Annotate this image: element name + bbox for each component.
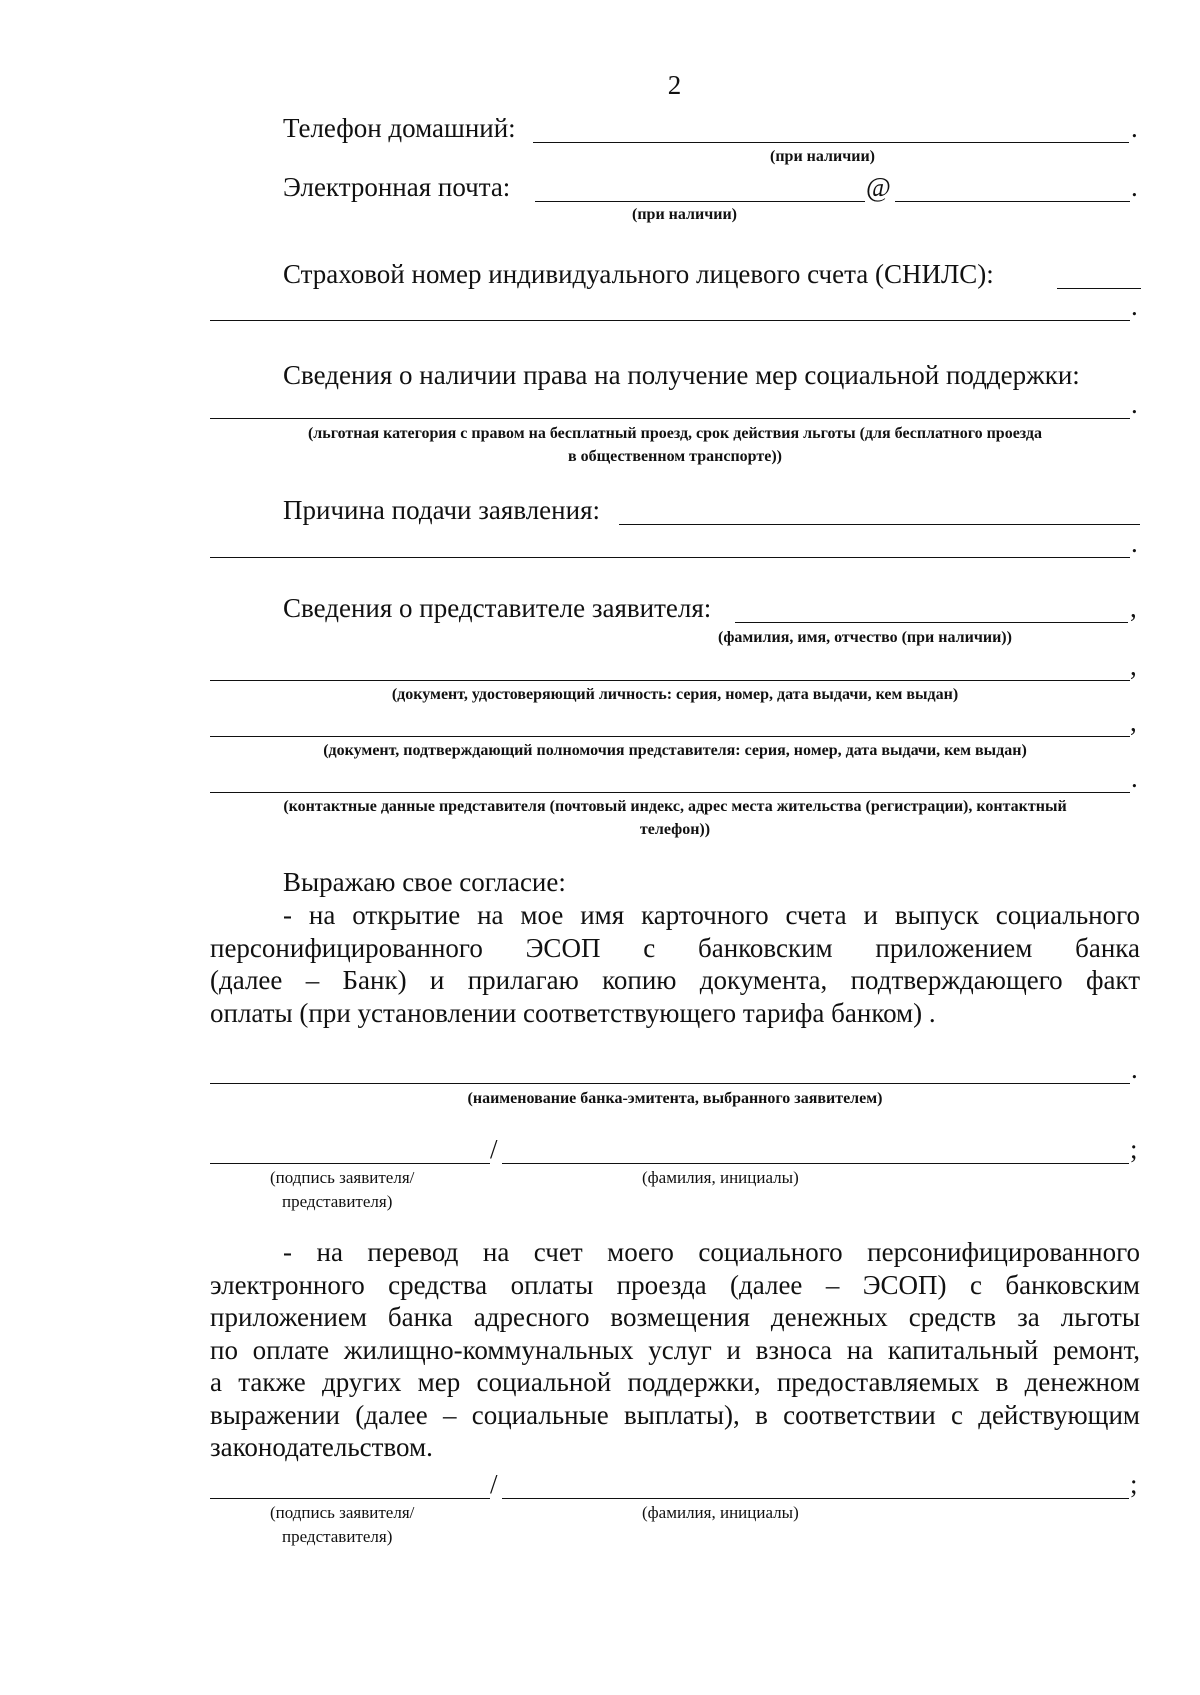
consent-item-1-line: персонифицированного ЭСОП с банковским приложением банка	[210, 932, 1140, 963]
phone-caption: (при наличии)	[770, 148, 876, 165]
phone-label: Телефон домашний:	[283, 113, 516, 143]
consent-item-2-line: приложением банка адресного возмещения денежных средств за льготы	[210, 1302, 1140, 1332]
consent-item-2-line: выражении (далее – социальные выплаты), в соответствии с действующим	[210, 1399, 1140, 1430]
representative-id-doc-field-line[interactable]	[210, 680, 1130, 681]
signature-1-caption-line-1: (подпись заявителя/	[270, 1168, 415, 1187]
name-initials-2-caption: (фамилия, инициалы)	[642, 1503, 799, 1522]
page-number: 2	[667, 70, 682, 100]
name-initials-1-caption: (фамилия, инициалы)	[642, 1168, 799, 1187]
representative-contacts-caption-1: (контактные данные представителя (почтовый индекс, адрес места жительства (регистрации), контактный	[283, 798, 1067, 815]
snils-period: .	[1131, 291, 1138, 321]
consent-item-2-line: по оплате жилищно-коммунальных услуг и взноса на капитальный ремонт,	[210, 1334, 1140, 1365]
email-label: Электронная почта:	[283, 172, 511, 202]
representative-label: Сведения о представителе заявителя:	[283, 593, 712, 623]
representative-id-doc-comma: ,	[1130, 651, 1137, 681]
signature-1-semicolon: ;	[1130, 1134, 1138, 1164]
bank-name-caption: (наименование банка-эмитента, выбранного заявителем)	[467, 1090, 883, 1107]
consent-item-2-line: электронного средства оплаты проезда (далее – ЭСОП) с банковским	[210, 1269, 1140, 1300]
signature-2-caption-line-1: (подпись заявителя/	[270, 1503, 415, 1522]
reason-label: Причина подачи заявления:	[283, 495, 600, 525]
consent-item-2	[210, 1236, 1140, 1464]
email-domain-field-line[interactable]	[895, 201, 1130, 202]
snils-field-line-1[interactable]	[1057, 288, 1141, 289]
benefits-field-line[interactable]	[210, 418, 1130, 419]
consent-item-1-line: - на открытие на мое имя карточного счета и выпуск социального	[283, 900, 1140, 930]
signature-2-slash: /	[490, 1469, 498, 1499]
representative-name-caption: (фамилия, имя, отчество (при наличии))	[718, 629, 1012, 646]
benefits-caption-2: в общественном транспорте))	[568, 448, 782, 465]
email-period: .	[1131, 172, 1138, 202]
consent-item-2-line: а также других мер социальной поддержки, предоставляемых в денежном	[210, 1367, 1140, 1397]
representative-contacts-field-line[interactable]	[210, 792, 1130, 793]
representative-contacts-caption-2: телефон))	[639, 821, 711, 838]
signature-2-semicolon: ;	[1130, 1469, 1138, 1499]
phone-field-line[interactable]	[533, 142, 1129, 143]
representative-name-comma: ,	[1130, 593, 1137, 623]
benefits-period: .	[1131, 389, 1138, 419]
consent-item-2-line: законодательством.	[210, 1432, 433, 1462]
email-caption: (при наличии)	[632, 206, 738, 223]
representative-authority-doc-comma: ,	[1130, 707, 1137, 737]
representative-authority-doc-field-line[interactable]	[210, 736, 1130, 737]
email-local-field-line[interactable]	[535, 201, 865, 202]
name-initials-1-field-line[interactable]	[502, 1163, 1129, 1164]
reason-period: .	[1131, 528, 1138, 558]
snils-label: Страховой номер индивидуального лицевого счета (СНИЛС):	[283, 259, 994, 289]
signature-1-caption-line-2: представителя)	[282, 1192, 393, 1211]
consent-item-2-line: - на перевод на счет моего социального персонифицированного	[283, 1237, 1140, 1267]
representative-contacts-period: .	[1131, 763, 1138, 793]
consent-item-1	[210, 899, 1140, 1029]
phone-period: .	[1131, 113, 1138, 143]
bank-name-field-line[interactable]	[210, 1083, 1130, 1084]
benefits-label: Сведения о наличии права на получение мер социальной поддержки:	[283, 360, 1080, 390]
representative-authority-doc-caption: (документ, подтверждающий полномочия представителя: серия, номер, дата выдачи, кем выдан)	[323, 742, 1027, 759]
email-at-sign: @	[866, 172, 891, 202]
snils-field-line-2[interactable]	[210, 320, 1130, 321]
reason-field-line-1[interactable]	[619, 524, 1140, 525]
signature-1-slash: /	[490, 1134, 498, 1164]
signature-1-field-line[interactable]	[210, 1163, 490, 1164]
signature-2-caption-line-2: представителя)	[282, 1527, 393, 1546]
signature-2-field-line[interactable]	[210, 1498, 490, 1499]
bank-name-period: .	[1131, 1054, 1138, 1084]
consent-heading: Выражаю свое согласие:	[283, 867, 566, 897]
reason-field-line-2[interactable]	[210, 557, 1130, 558]
representative-name-field-line[interactable]	[735, 622, 1128, 623]
benefits-caption-1: (льготная категория с правом на бесплатный проезд, срок действия льготы (для бесплатного проезда	[307, 425, 1043, 442]
representative-id-doc-caption: (документ, удостоверяющий личность: серия, номер, дата выдачи, кем выдан)	[391, 686, 959, 703]
name-initials-2-field-line[interactable]	[502, 1498, 1129, 1499]
consent-item-1-line: оплаты (при установлении соответствующего тарифа банком) .	[210, 997, 936, 1028]
consent-item-1-line: (далее – Банк) и прилагаю копию документа, подтверждающего факт	[210, 965, 1140, 995]
